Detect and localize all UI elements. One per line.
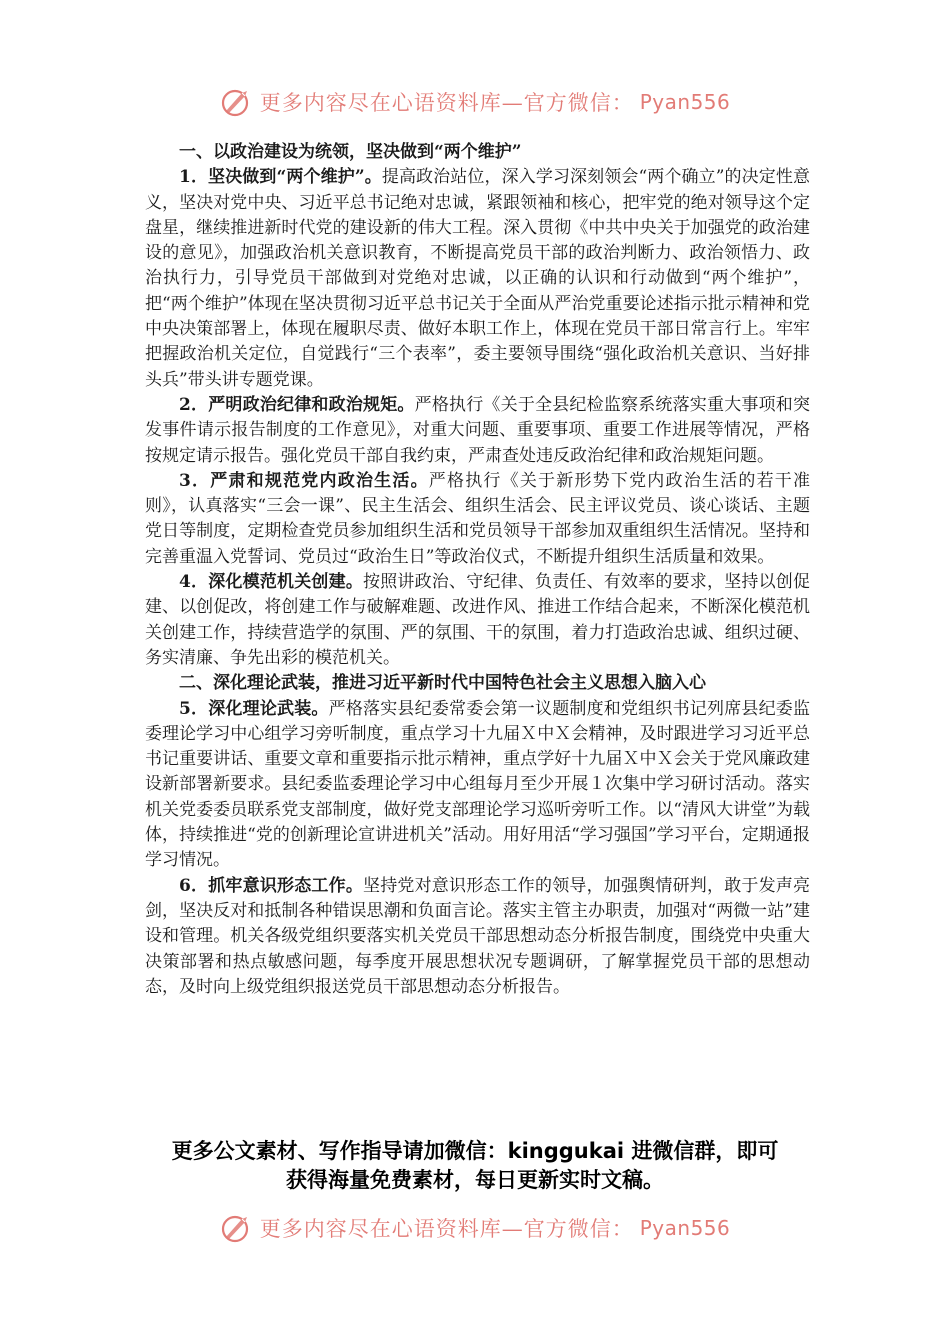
paragraph-item-2 [145, 393, 810, 469]
watermark-wechat-id: Pyan556 [639, 1216, 731, 1240]
promo-line-2: 获得海量免费素材，每日更新实时文稿。 [286, 1168, 664, 1192]
item-title: 3．严肃和规范党内政治生活。 [179, 470, 429, 491]
item-body: 坚持党对意识形态工作的领导，加强舆情研判，敢于发声亮剑，坚决反对和抵制各种错误思潮和负面言论。落实主管主办职责，加强对“两微一站”建设和管理。机关各级党组织要落实机关党员干部思想动态分析报告制度，围绕党中央重大决策部署和热点敏感问题，每季度开展思想状况专题调研，了解掌握党员干部的思想动态，及时向上级党组织报送党员干部思想动态分析报告。 [145, 875, 810, 997]
footer-watermark [0, 1208, 950, 1248]
pen-logo-icon [220, 1211, 254, 1245]
paragraph-item-1 [145, 165, 810, 393]
watermark-wechat-id: Pyan556 [639, 90, 731, 114]
item-title: 1．坚决做到“两个维护”。 [179, 167, 382, 188]
item-body: 提高政治站位，深入学习深刻领会“两个确立”的决定性意义，坚决对党中央、习近平总书记绝对忠诚，紧跟领袖和核心，把牢党的绝对领导这个定盘星，继续推进新时代党的建设新的伟大工程。深入贯彻《中共中央关于加强党的政治建设的意见》，加强政治机关意识教育，不断提高党员干部的政治判断力、政治领悟力、政治执行力，引导党员干部做到对党绝对忠诚，以正确的认识和行动做到“两个维护”，把“两个维护”体现在坚决贯彻习近平总书记关于全面从严治党重要论述指示批示精神和党中央决策部署上，体现在履职尽责、做好本职工作上，体现在党员干部日常言行上。牢牢把握政治机关定位，自觉践行“三个表率”，委主要领导围绕“强化政治机关意识、当好排头兵”带头讲专题党课。 [145, 167, 810, 390]
item-body: 严格落实县纪委常委会第一议题制度和党组织书记列席县纪委监委理论学习中心组学习旁听制度，重点学习十九届Ｘ中Ｘ会精神，及时跟进学习习近平总书记重要讲话、重要文章和重要指示批示精神，重点学好十九届Ｘ中Ｘ会关于党风廉政建设新部署新要求。县纪委监委理论学习中心组每月至少开展１次集中学习研讨活动。落实机关党委委员联系党支部制度，做好党支部理论学习巡听旁听工作。以“清风大讲堂”为载体，持续推进“党的创新理论宣讲进机关”活动。用好用活“学习强国”学习平台，定期通报学习情况。 [145, 698, 810, 871]
section-heading-2: 二、深化理论武装，推进习近平新时代中国特色社会主义思想入脑入心 [179, 673, 706, 694]
pen-logo-icon [220, 85, 254, 119]
watermark-text: 更多内容尽在心语资料库—官方微信： [259, 1217, 634, 1241]
item-body: 严格执行《关于全县纪检监察系统落实重大事项和突发事件请示报告制度的工作意见》，对重大问题、重要事项、重要工作进展等情况，严格按规定请示报告。强化党员干部自我约束，严肃查处违反政治纪律和政治规矩问题。 [145, 394, 811, 466]
item-body: 按照讲政治、守纪律、负责任、有效率的要求，坚持以创促建、以创促改，将创建工作与破解难题、改进作风、推进工作结合起来，不断深化模范机关创建工作，持续营造学的氛围、严的氛围、干的氛围，着力打造政治忠诚、组织过硬、务实清廉、争先出彩的模范机关。 [145, 572, 810, 668]
item-title: 6．抓牢意识形态工作。 [179, 875, 364, 896]
promo-block [100, 1137, 850, 1195]
item-title: 4．深化模范机关创建。 [179, 572, 364, 593]
paragraph-item-3 [145, 469, 810, 570]
promo-line-1: 更多公文素材、写作指导请加微信：kinggukai 进微信群，即可 [171, 1139, 779, 1163]
paragraph-item-6 [145, 874, 810, 1000]
document-body [145, 140, 810, 1000]
watermark-text: 更多内容尽在心语资料库—官方微信： [259, 91, 634, 115]
paragraph-item-5 [145, 697, 810, 874]
item-title: 2．严明政治纪律和政治规矩。 [179, 394, 415, 415]
item-body: 严格执行《关于新形势下党内政治生活的若干准则》，认真落实“三会一课”、民主生活会、组织生活会、民主评议党员、谈心谈话、主题党日等制度，定期检查党员参加组织生活和党员领导干部参加双重组织生活情况。坚持和完善重温入党誓词、党员过“政治生日”等政治仪式，不断提升组织生活质量和效果。 [145, 470, 810, 567]
section-heading-1: 一、以政治建设为统领，坚决做到“两个维护” [179, 142, 522, 162]
item-title: 5．深化理论武装。 [179, 698, 329, 719]
header-watermark [0, 82, 950, 122]
paragraph-item-4 [145, 570, 810, 671]
